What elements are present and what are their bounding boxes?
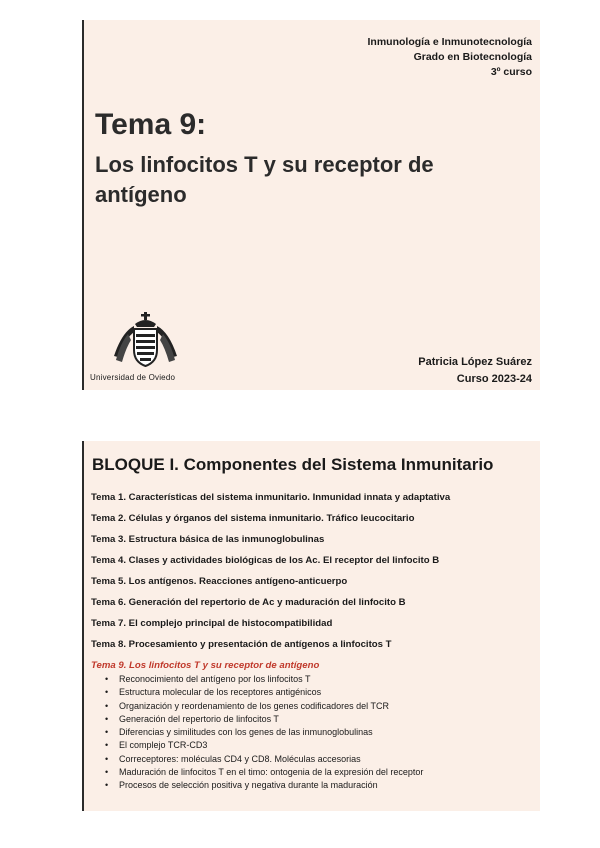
subtopic-text: Organización y reordenamiento de los genes codificadores del TCR [119,700,389,711]
subtopic-item [105,779,531,792]
slide-subtitle: Los linfocitos T y su receptor de antígeno [95,152,434,207]
course-line-subject: Inmunología e Inmunotecnología [367,36,532,48]
subtopic-item [105,766,531,779]
subtopic-text: Diferencias y similitudes con los genes de las inmunoglobulinas [119,727,373,738]
bullet-icon: • [105,753,109,764]
subtopic-item [105,686,531,699]
topic-list [91,491,531,793]
course-line-degree: Grado en Biotecnología [413,51,532,63]
bullet-icon: • [105,767,109,778]
university-name: Universidad de Oviedo [90,373,176,382]
subtopic-text: Reconocimiento del antígeno por los linfocitos T [119,674,311,684]
author-name: Patricia López Suárez [418,356,532,368]
subtopic-text: Generación del repertorio de linfocitos T [119,713,279,724]
topic-item: Tema 5. Los antígenos. Reacciones antígeno-anticuerpo [91,576,348,587]
subtopic-item [105,739,531,752]
subtopic-text: Estructura molecular de los receptores antigénicos [119,687,322,698]
topic-item: Tema 1. Características del sistema inmunitario. Inmunidad innata y adaptativa [91,492,451,503]
current-topic: Tema 9. Los linfocitos T y su receptor de antígeno [91,660,320,671]
topic-item: Tema 8. Procesamiento y presentación de antígenos a linfocitos T [91,639,392,650]
topic-item: Tema 7. El complejo principal de histocompatibilidad [91,618,333,629]
contents-slide [82,441,540,811]
course-year: Curso 2023-24 [456,373,532,385]
topic-item: Tema 2. Células y órganos del sistema inmunitario. Tráfico leucocitario [91,513,415,524]
course-info [368,35,533,80]
subtopic-text: Maduración de linfocitos T en el timo: ontogenia de la expresión del receptor [119,767,424,778]
subtopic-text: El complejo TCR-CD3 [119,740,208,751]
subtopic-list [91,673,531,793]
slide-left-bar [82,441,84,811]
subtopic-text: Correceptores: moléculas CD4 y CD8. Moléculas accesorias [119,753,361,764]
slide-left-bar [82,20,84,390]
bullet-icon: • [105,713,109,724]
course-line-year: 3º curso [490,66,532,78]
university-crest-icon [100,310,192,370]
subtopic-item [105,700,531,713]
slide-title: Tema 9: [95,108,207,141]
subtopic-text: Procesos de selección positiva y negativa durante la maduración [119,780,378,791]
topic-item: Tema 6. Generación del repertorio de Ac y maduración del linfocito B [91,597,406,608]
subtopic-item [105,753,531,766]
subtopic-item [105,673,531,686]
block-heading: BLOQUE I. Componentes del Sistema Inmunitario [92,455,494,474]
title-slide [82,20,540,390]
author-block [418,354,532,388]
topic-item: Tema 3. Estructura básica de las inmunoglobulinas [91,534,325,545]
bullet-icon: • [105,727,109,738]
subtopic-item [105,726,531,739]
topic-item: Tema 4. Clases y actividades biológicas de los Ac. El receptor del linfocito B [91,555,440,566]
subtopic-item [105,713,531,726]
bullet-icon: • [105,687,109,698]
bullet-icon: • [105,780,109,791]
bullet-icon: • [105,740,109,751]
bullet-icon: • [105,674,109,684]
bullet-icon: • [105,700,109,711]
